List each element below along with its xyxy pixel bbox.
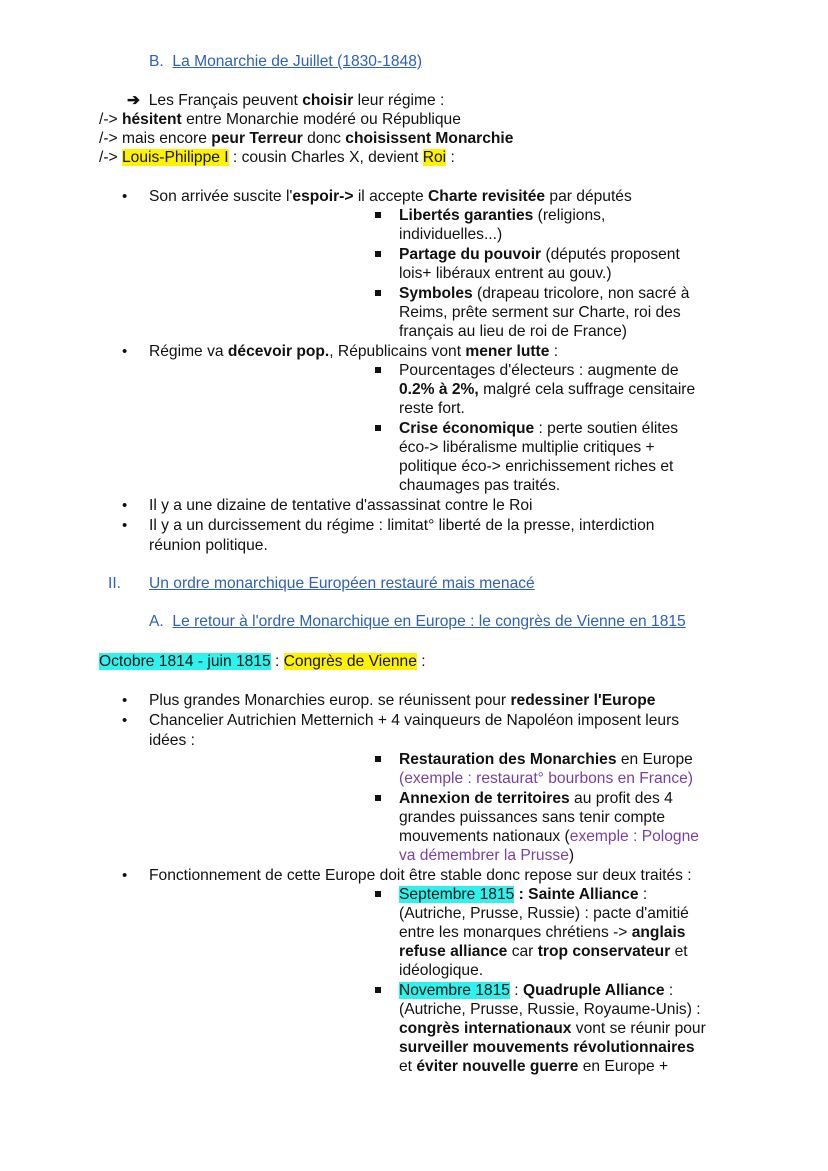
text-bold: choisissent Monarchie — [345, 130, 514, 147]
text: ) — [568, 847, 575, 864]
sub-item-sainte-alliance-cont-2 — [399, 923, 685, 942]
square-bullet-icon — [375, 795, 381, 801]
sub-item-crise-cont-3: chaumages pas traités. — [399, 477, 561, 494]
bullet-text-2 — [149, 342, 558, 361]
sub-item-quadruple-alliance-cont-1: (Autriche, Prusse, Russie, Royaume-Unis) : — [399, 1001, 701, 1018]
text-bold: Crise économique — [399, 420, 535, 437]
text: il accepte — [353, 188, 429, 205]
text: donc — [302, 130, 346, 147]
section-a-title: Le retour à l'ordre Monarchique en Europe : le congrès de Vienne en 1815 — [172, 613, 686, 630]
example-text: va démembrer la Prusse — [399, 847, 569, 864]
bullet-icon: • — [122, 188, 128, 205]
square-bullet-icon — [375, 987, 381, 993]
text-bold: surveiller mouvements révolutionnaires — [399, 1039, 695, 1056]
date-line — [99, 652, 426, 671]
text: leur régime : — [353, 92, 445, 109]
text: : — [664, 982, 674, 999]
text: : — [509, 982, 523, 999]
section-a-letter: A. — [149, 613, 164, 630]
text: (religions, — [533, 207, 606, 224]
bullet-text-1 — [149, 187, 632, 206]
text: /-> — [99, 149, 122, 166]
square-bullet-icon — [375, 425, 381, 431]
text-bold: Libertés garanties — [399, 207, 534, 224]
sub-item-pourcentages-cont-1 — [399, 380, 695, 399]
sub-item-annexion-cont-1: grandes puissances sans tenir compte — [399, 809, 666, 826]
highlight-louis-philippe: Louis-Philippe I — [121, 149, 229, 166]
text: : — [270, 653, 284, 670]
text: car — [507, 943, 538, 960]
text-bold: : Sainte Alliance — [514, 886, 639, 903]
sub-item-symboles — [399, 284, 689, 303]
text: entre Monarchie modéré ou République — [181, 111, 461, 128]
section-ii-title: Un ordre monarchique Européen restauré mais menacé — [149, 575, 535, 592]
intro-line-2 — [99, 110, 461, 129]
sub-item-annexion-cont-3 — [399, 846, 574, 865]
sub-item-partage — [399, 245, 680, 264]
text-bold: Restauration des Monarchies — [399, 751, 617, 768]
text-bold: hésitent — [121, 111, 182, 128]
sub-item-sainte-alliance-cont-4: idéologique. — [399, 962, 484, 979]
text: /-> — [99, 111, 122, 128]
text: (députés proposent — [541, 246, 680, 263]
text-bold: mener lutte — [465, 343, 550, 360]
highlight-date: Octobre 1814 - juin 1815 — [99, 653, 271, 670]
text-bold: choisir — [302, 92, 354, 109]
text: Plus grandes Monarchies europ. se réunissent pour — [149, 692, 511, 709]
text-bold: Quadruple Alliance — [522, 982, 665, 999]
text-bold: Charte revisitée — [428, 188, 546, 205]
bullet-text-5 — [149, 691, 655, 710]
text: entre les monarques chrétiens -> — [399, 924, 632, 941]
text-bold: éviter nouvelle guerre — [416, 1058, 579, 1075]
sub-item-sainte-alliance-cont-3 — [399, 942, 688, 961]
text-bold: congrès internationaux — [399, 1020, 572, 1037]
sub-item-annexion-cont-2 — [399, 827, 699, 846]
text: et — [399, 1058, 417, 1075]
highlight-novembre: Novembre 1815 — [399, 982, 510, 999]
sub-item-sainte-alliance-cont-1: (Autriche, Prusse, Russie) : pacte d'amitié — [399, 905, 689, 922]
bullet-icon: • — [122, 517, 128, 534]
square-bullet-icon — [375, 367, 381, 373]
text: au profit des 4 — [569, 790, 673, 807]
arrow-right-icon: ➔ — [127, 92, 141, 109]
bullet-icon: • — [122, 343, 128, 360]
sub-item-quadruple-alliance — [399, 981, 673, 1000]
sub-item-partage-cont: lois+ libéraux entrent au gouv.) — [399, 265, 612, 282]
text-bold: trop conservateur — [537, 943, 671, 960]
text-bold: peur Terreur — [211, 130, 303, 147]
highlight-congres: Congrès de Vienne — [283, 653, 417, 670]
text: : — [638, 886, 648, 903]
sub-item-restauration-example: (exemple : restaurat° bourbons en France) — [399, 770, 693, 787]
bullet-text-6: Chancelier Autrichien Metternich + 4 vainqueurs de Napoléon imposent leurs — [149, 712, 680, 729]
text: en Europe + — [578, 1058, 669, 1075]
text-bold: 0.2% à 2%, — [399, 381, 479, 398]
intro-line-1 — [127, 91, 444, 110]
highlight-roi: Roi — [422, 149, 447, 166]
intro-line-4 — [99, 148, 455, 167]
section-a-heading — [149, 612, 686, 631]
bullet-text-4-cont: réunion politique. — [149, 537, 268, 554]
bullet-text-6-cont: idées : — [149, 732, 195, 749]
section-ii-number: II. — [108, 575, 121, 592]
sub-item-crise — [399, 419, 678, 438]
sub-item-restauration — [399, 750, 693, 769]
text: : cousin Charles X, devient — [228, 149, 423, 166]
text-bold: Symboles — [399, 285, 473, 302]
sub-item-symboles-cont-1: Reims, prête serment sur Charte, roi des — [399, 304, 681, 321]
example-text: exemple : Pologne — [569, 828, 699, 845]
section-b-title: La Monarchie de Juillet (1830-1848) — [172, 53, 423, 70]
sub-item-symboles-cont-2: français au lieu de roi de France) — [399, 323, 627, 340]
section-ii-heading — [108, 574, 121, 593]
sub-item-sainte-alliance — [399, 885, 647, 904]
sub-item-crise-cont-1: éco-> libéralisme multiplie critiques + — [399, 439, 655, 456]
text: : — [416, 653, 426, 670]
bullet-icon: • — [122, 692, 128, 709]
text: Régime va — [149, 343, 228, 360]
text-bold: décevoir pop. — [227, 343, 330, 360]
sub-item-pourcentages: Pourcentages d'électeurs : augmente de — [399, 362, 679, 379]
text: par députés — [545, 188, 632, 205]
text: /-> mais encore — [99, 130, 212, 147]
sub-item-quadruple-alliance-cont-3 — [399, 1038, 695, 1057]
text-bold: espoir-> — [292, 188, 354, 205]
bullet-text-4: Il y a un durcissement du régime : limitat° liberté de la presse, interdiction — [149, 517, 655, 534]
section-b-heading — [149, 52, 422, 71]
bullet-text-3: Il y a une dizaine de tentative d'assassinat contre le Roi — [149, 497, 533, 514]
text: Les Français peuvent — [148, 92, 303, 109]
text: mouvements nationaux ( — [399, 828, 570, 845]
text-bold: Annexion de territoires — [399, 790, 570, 807]
square-bullet-icon — [375, 251, 381, 257]
sub-item-libertes — [399, 206, 605, 225]
sub-item-crise-cont-2: politique éco-> enrichissement riches et — [399, 458, 674, 475]
sub-item-pourcentages-cont-2: reste fort. — [399, 400, 465, 417]
section-b-letter: B. — [149, 53, 164, 70]
square-bullet-icon — [375, 891, 381, 897]
text: : — [446, 149, 455, 166]
sub-item-quadruple-alliance-cont-4 — [399, 1057, 668, 1076]
text: en Europe — [616, 751, 693, 768]
text: malgré cela suffrage censitaire — [478, 381, 696, 398]
bullet-icon: • — [122, 497, 128, 514]
intro-line-3 — [99, 129, 513, 148]
text: : perte soutien élites — [534, 420, 679, 437]
text-bold: redessiner l'Europe — [510, 692, 656, 709]
highlight-septembre: Septembre 1815 — [399, 886, 515, 903]
text-bold: Partage du pouvoir — [399, 246, 542, 263]
text: et — [670, 943, 688, 960]
sub-item-quadruple-alliance-cont-2 — [399, 1019, 706, 1038]
sub-item-libertes-cont: individuelles...) — [399, 226, 503, 243]
text: vont se réunir pour — [571, 1020, 706, 1037]
text: : — [549, 343, 559, 360]
bullet-icon: • — [122, 867, 128, 884]
text: (drapeau tricolore, non sacré à — [472, 285, 690, 302]
text-bold: refuse alliance — [399, 943, 508, 960]
sub-item-annexion — [399, 789, 673, 808]
square-bullet-icon — [375, 290, 381, 296]
text: , Républicains vont — [329, 343, 466, 360]
square-bullet-icon — [375, 212, 381, 218]
text: Son arrivée suscite l' — [149, 188, 293, 205]
bullet-icon: • — [122, 712, 128, 729]
text-bold: anglais — [631, 924, 686, 941]
bullet-text-7: Fonctionnement de cette Europe doit être stable donc repose sur deux traités : — [149, 867, 692, 884]
square-bullet-icon — [375, 756, 381, 762]
